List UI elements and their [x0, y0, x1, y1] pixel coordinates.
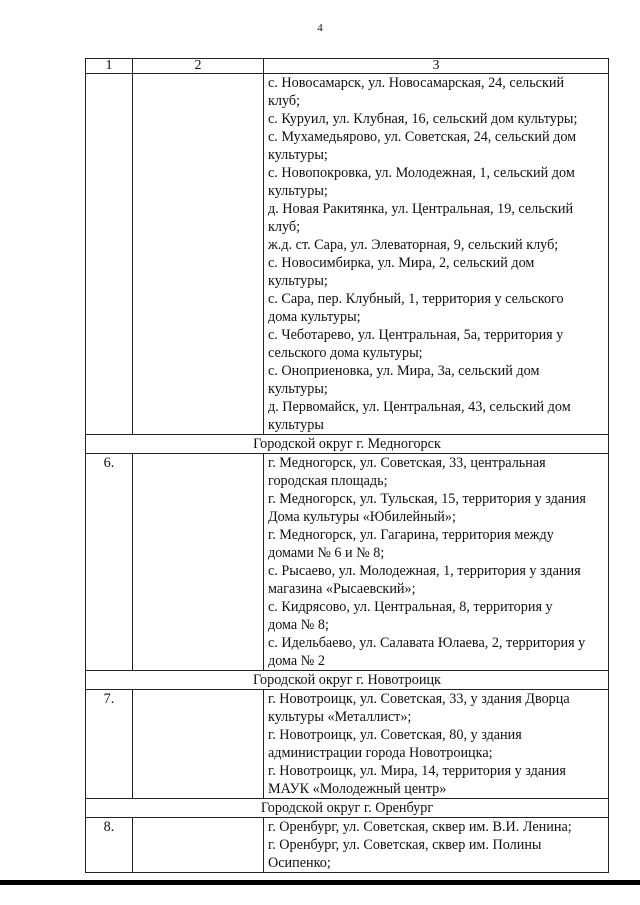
address-line: дома № 2	[268, 653, 325, 669]
address-line: дома культуры;	[268, 309, 361, 325]
address-line: г. Медногорск, ул. Тульская, 15, территория у здания	[268, 491, 586, 507]
address-line: г. Медногорск, ул. Гагарина, территория между	[268, 527, 554, 543]
address-line: культуры;	[268, 273, 328, 289]
address-line: с. Сара, пер. Клубный, 1, территория у сельского	[268, 291, 564, 307]
address-line: г. Новотроицк, ул. Советская, 33, у здания Дворца	[268, 691, 570, 707]
address-line: магазина «Рысаевский»;	[268, 581, 416, 597]
address-line: культуры	[268, 417, 324, 433]
address-line: Осипенко;	[268, 855, 331, 871]
row-column-2	[133, 74, 264, 435]
row-number: 8.	[86, 818, 133, 873]
table-header-row	[86, 59, 609, 74]
address-line: Дома культуры «Юбилейный»;	[268, 509, 456, 525]
page-number: 4	[317, 22, 323, 34]
column-header-3: 3	[264, 59, 609, 74]
row-number	[86, 74, 133, 435]
address-line: с. Кидрясово, ул. Центральная, 8, территория у	[268, 599, 553, 615]
address-line: с. Мухамедьярово, ул. Советская, 24, сельский дом	[268, 129, 577, 145]
row-addresses	[264, 818, 609, 873]
table-row	[86, 454, 609, 671]
address-line: д. Первомайск, ул. Центральная, 43, сельский дом	[268, 399, 571, 415]
address-line: с. Новопокровка, ул. Молодежная, 1, сельский дом	[268, 165, 575, 181]
address-line: сельского дома культуры;	[268, 345, 423, 361]
address-line: д. Новая Ракитянка, ул. Центральная, 19, сельский	[268, 201, 574, 217]
address-line: культуры;	[268, 183, 328, 199]
address-line: культуры «Металлист»;	[268, 709, 412, 725]
address-line: г. Медногорск, ул. Советская, 33, центральная	[268, 455, 546, 471]
bottom-rule	[0, 880, 640, 885]
district-header-row	[86, 799, 609, 818]
address-line: домами № 6 и № 8;	[268, 545, 385, 561]
row-addresses	[264, 690, 609, 799]
address-line: г. Оренбург, ул. Советская, сквер им. Полины	[268, 837, 542, 853]
district-title: Городской округ г. Медногорск	[86, 435, 609, 454]
address-line: городская площадь;	[268, 473, 388, 489]
column-header-2: 2	[133, 59, 264, 74]
district-title: Городской округ г. Оренбург	[86, 799, 609, 818]
district-title: Городской округ г. Новотроицк	[86, 671, 609, 690]
row-column-2	[133, 690, 264, 799]
address-line: с. Идельбаево, ул. Салавата Юлаева, 2, территория у	[268, 635, 586, 651]
address-line: с. Куруил, ул. Клубная, 16, сельский дом культуры;	[268, 111, 578, 127]
district-header-row	[86, 435, 609, 454]
address-line: клуб;	[268, 93, 301, 109]
address-line: с. Чеботарево, ул. Центральная, 5а, территория у	[268, 327, 564, 343]
table-row	[86, 74, 609, 435]
address-line: г. Новотроицк, ул. Советская, 80, у здания	[268, 727, 522, 743]
table-row	[86, 818, 609, 873]
address-line: клуб;	[268, 219, 301, 235]
table-body	[86, 59, 609, 873]
row-addresses	[264, 74, 609, 435]
address-line: г. Оренбург, ул. Советская, сквер им. В.И. Ленина;	[268, 819, 572, 835]
address-line: г. Новотроицк, ул. Мира, 14, территория у здания	[268, 763, 566, 779]
address-line: культуры;	[268, 147, 328, 163]
address-line: культуры;	[268, 381, 328, 397]
row-number: 7.	[86, 690, 133, 799]
table-row	[86, 690, 609, 799]
address-line: с. Оноприеновка, ул. Мира, 3а, сельский дом	[268, 363, 540, 379]
address-line: ж.д. ст. Сара, ул. Элеваторная, 9, сельский клуб;	[268, 237, 559, 253]
locations-table	[85, 58, 609, 873]
row-column-2	[133, 454, 264, 671]
row-number: 6.	[86, 454, 133, 671]
row-column-2	[133, 818, 264, 873]
column-header-1: 1	[86, 59, 133, 74]
district-header-row	[86, 671, 609, 690]
address-line: с. Новосимбирка, ул. Мира, 2, сельский дом	[268, 255, 535, 271]
address-line: с. Рысаево, ул. Молодежная, 1, территория у здания	[268, 563, 581, 579]
address-line: дома № 8;	[268, 617, 329, 633]
address-line: МАУК «Молодежный центр»	[268, 781, 447, 797]
address-line: администрации города Новотроицка;	[268, 745, 493, 761]
row-addresses	[264, 454, 609, 671]
address-line: с. Новосамарск, ул. Новосамарская, 24, сельский	[268, 75, 565, 91]
